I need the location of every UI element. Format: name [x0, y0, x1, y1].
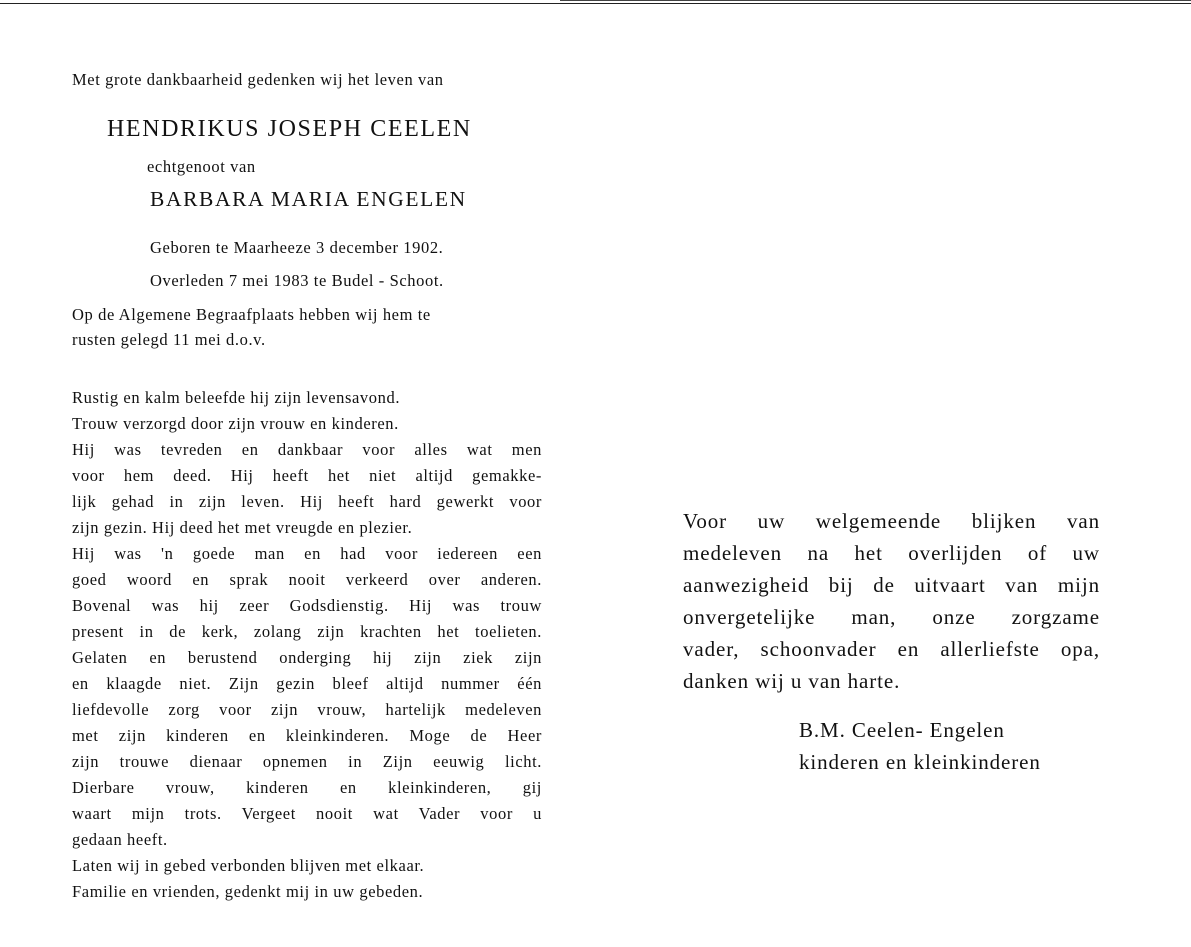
poem-line: Hij was tevreden en dankbaar voor alles wat men	[72, 440, 542, 459]
intro-text: Met grote dankbaarheid gedenken wij het leven van	[72, 70, 444, 89]
birth-info: Geboren te Maarheeze 3 december 1902.	[150, 238, 444, 257]
scan-edge-line-secondary	[560, 0, 1191, 1]
poem-line: voor hem deed. Hij heeft het niet altijd gemakke-	[72, 466, 542, 485]
thanks-line: vader, schoonvader en allerliefste opa,	[683, 637, 1100, 661]
thanks-line: danken wij u van harte.	[683, 669, 901, 693]
thanks-line: onvergetelijke man, onze zorgzame	[683, 605, 1100, 629]
thank-you-note	[683, 505, 1103, 697]
poem-line: zijn gezin. Hij deed het met vreugde en plezier.	[72, 518, 413, 537]
signature-line: kinderen en kleinkinderen	[799, 750, 1041, 774]
poem-line: present in de kerk, zolang zijn krachten het toelieten.	[72, 622, 542, 641]
poem-line: zijn trouwe dienaar opnemen in Zijn eeuwig licht.	[72, 752, 542, 771]
burial-line: rusten gelegd 11 mei d.o.v.	[72, 330, 266, 349]
scan-edge-line	[0, 3, 1191, 4]
thanks-line: Voor uw welgemeende blijken van	[683, 509, 1100, 533]
remembrance-text	[72, 385, 552, 905]
death-info: Overleden 7 mei 1983 te Budel - Schoot.	[150, 271, 444, 290]
signature-block	[799, 714, 1041, 778]
poem-line: Laten wij in gebed verbonden blijven met elkaar.	[72, 856, 425, 875]
poem-line: Bovenal was hij zeer Godsdienstig. Hij was trouw	[72, 596, 542, 615]
thanks-line: medeleven na het overlijden of uw	[683, 541, 1100, 565]
poem-line: goed woord en sprak nooit verkeerd over anderen.	[72, 570, 542, 589]
poem-line: liefdevolle zorg voor zijn vrouw, hartelijk medeleven	[72, 700, 542, 719]
poem-line: Trouw verzorgd door zijn vrouw en kinderen.	[72, 414, 399, 433]
poem-line: gedaan heeft.	[72, 830, 168, 849]
signature-line: B.M. Ceelen- Engelen	[799, 718, 1005, 742]
spouse-name: BARBARA MARIA ENGELEN	[150, 187, 467, 211]
poem-line: lijk gehad in zijn leven. Hij heeft hard gewerkt voor	[72, 492, 542, 511]
poem-line: Hij was 'n goede man en had voor iedereen een	[72, 544, 542, 563]
poem-line: met zijn kinderen en kleinkinderen. Moge de Heer	[72, 726, 542, 745]
poem-line: Gelaten en berustend onderging hij zijn ziek zijn	[72, 648, 542, 667]
deceased-name: HENDRIKUS JOSEPH CEELEN	[107, 116, 472, 142]
poem-line: waart mijn trots. Vergeet nooit wat Vader voor u	[72, 804, 542, 823]
burial-line: Op de Algemene Begraafplaats hebben wij hem te	[72, 305, 431, 324]
poem-line: Rustig en kalm beleefde hij zijn levensavond.	[72, 388, 401, 407]
poem-line: Familie en vrienden, gedenkt mij in uw gebeden.	[72, 882, 424, 901]
poem-line: en klaagde niet. Zijn gezin bleef altijd nummer één	[72, 674, 542, 693]
poem-line: Dierbare vrouw, kinderen en kleinkinderen, gij	[72, 778, 542, 797]
thanks-line: aanwezigheid bij de uitvaart van mijn	[683, 573, 1100, 597]
spouse-label: echtgenoot van	[147, 157, 256, 176]
